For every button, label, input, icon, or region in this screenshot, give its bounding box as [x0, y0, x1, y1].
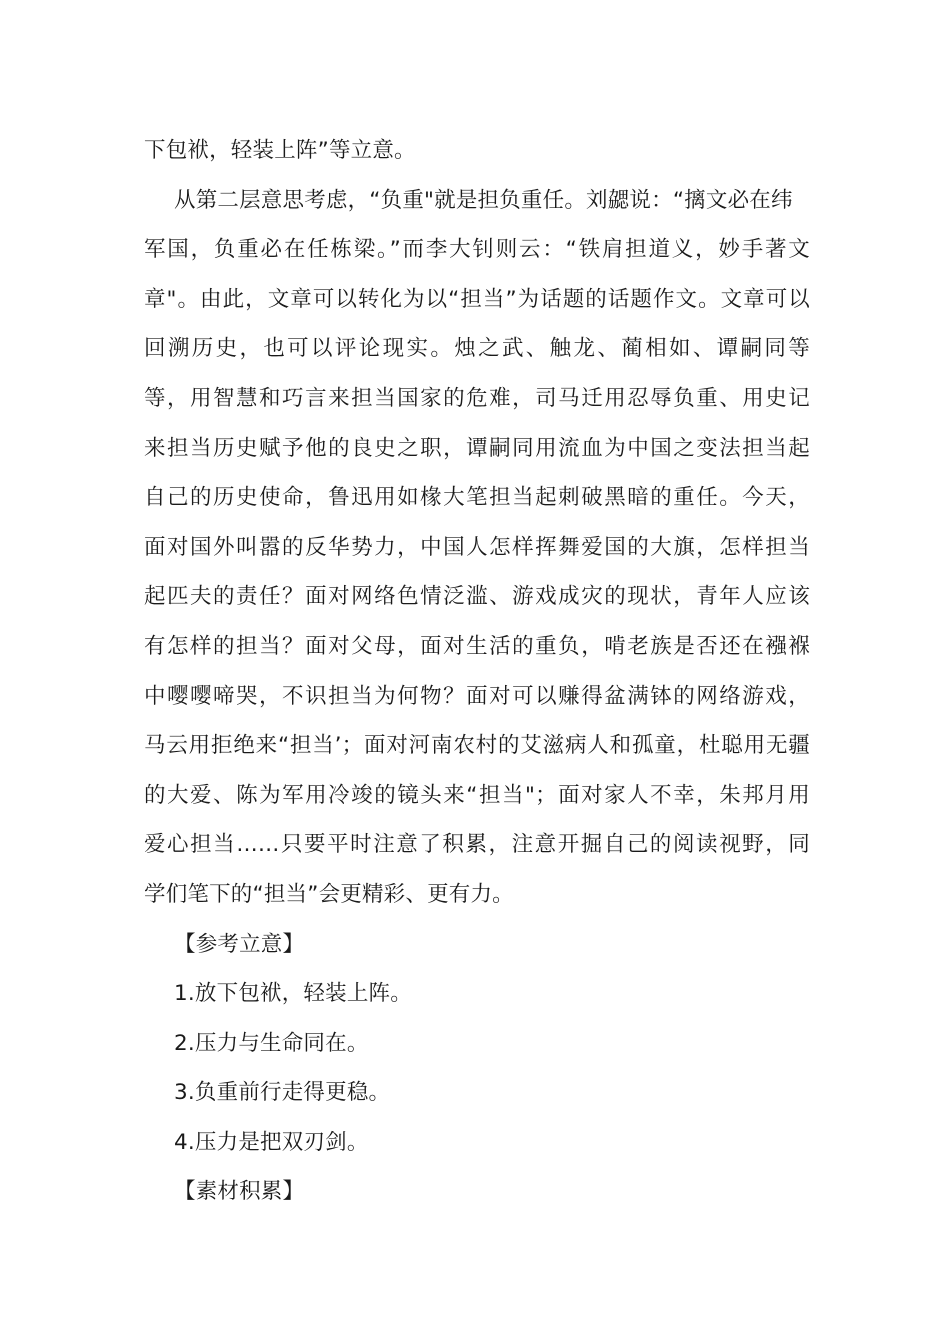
section-heading-material-accumulation: 【素材积累】	[174, 1179, 305, 1205]
text-line: 马云用拒绝来“担当’；面对河南农村的艾滋病人和孤童，杜聪用无疆	[144, 733, 810, 759]
text-line: 下包袱，轻装上阵”等立意。	[144, 138, 416, 163]
text-line: 爱心担当……只要平时注意了积累，注意开掘自己的阅读视野，同	[144, 832, 810, 858]
text-line: 中嘤嘤啼哭，不识担当为何物？面对可以赚得盆满钵的网络游戏，	[144, 683, 810, 709]
text-line: 的大爱、陈为军用冷竣的镜头来“担当"；面对家人不幸，朱邦月用	[144, 782, 810, 808]
section-heading-reference-ideas: 【参考立意】	[174, 931, 305, 957]
text-line: 回溯历史，也可以评论现实。烛之武、触龙、蔺相如、谭嗣同等	[144, 336, 810, 362]
paragraph-first-line: 从第二层意思考虑，“负重"就是担负重任。刘勰说：“摛文必在纬	[174, 187, 793, 213]
text-line: 军国，负重必在任栋梁。”而李大钊则云：“铁肩担道义，妙手著文	[144, 237, 810, 263]
list-item: 4.压力是把双刃剑。	[174, 1129, 369, 1155]
list-item: 2.压力与生命同在。	[174, 1030, 369, 1056]
text-line: 章"。由此，文章可以转化为以“担当”为话题的话题作文。文章可以	[144, 286, 810, 312]
text-line: 面对国外叫嚣的反华势力，中国人怎样挥舞爱国的大旗，怎样担当	[144, 534, 810, 560]
document-body	[144, 126, 810, 1217]
text-line: 有怎样的担当？面对父母，面对生活的重负，啃老族是否还在襁褓	[144, 633, 810, 659]
text-line: 学们笔下的“担当”会更精彩、更有力。	[144, 881, 514, 907]
text-line: 来担当历史赋予他的良史之职，谭嗣同用流血为中国之变法担当起	[144, 435, 810, 461]
text-line: 等，用智慧和巧言来担当国家的危难，司马迁用忍辱负重、用史记	[144, 385, 810, 411]
list-item: 1.放下包袱，轻装上阵。	[174, 981, 412, 1007]
text-line: 起匹夫的责任？面对网络色情泛滥、游戏成灾的现状，青年人应该	[144, 584, 810, 610]
text-line: 自己的历史使命，鲁迅用如椽大笔担当起刺破黑暗的重任。今天，	[144, 485, 810, 511]
list-item: 3.负重前行走得更稳。	[174, 1080, 391, 1106]
